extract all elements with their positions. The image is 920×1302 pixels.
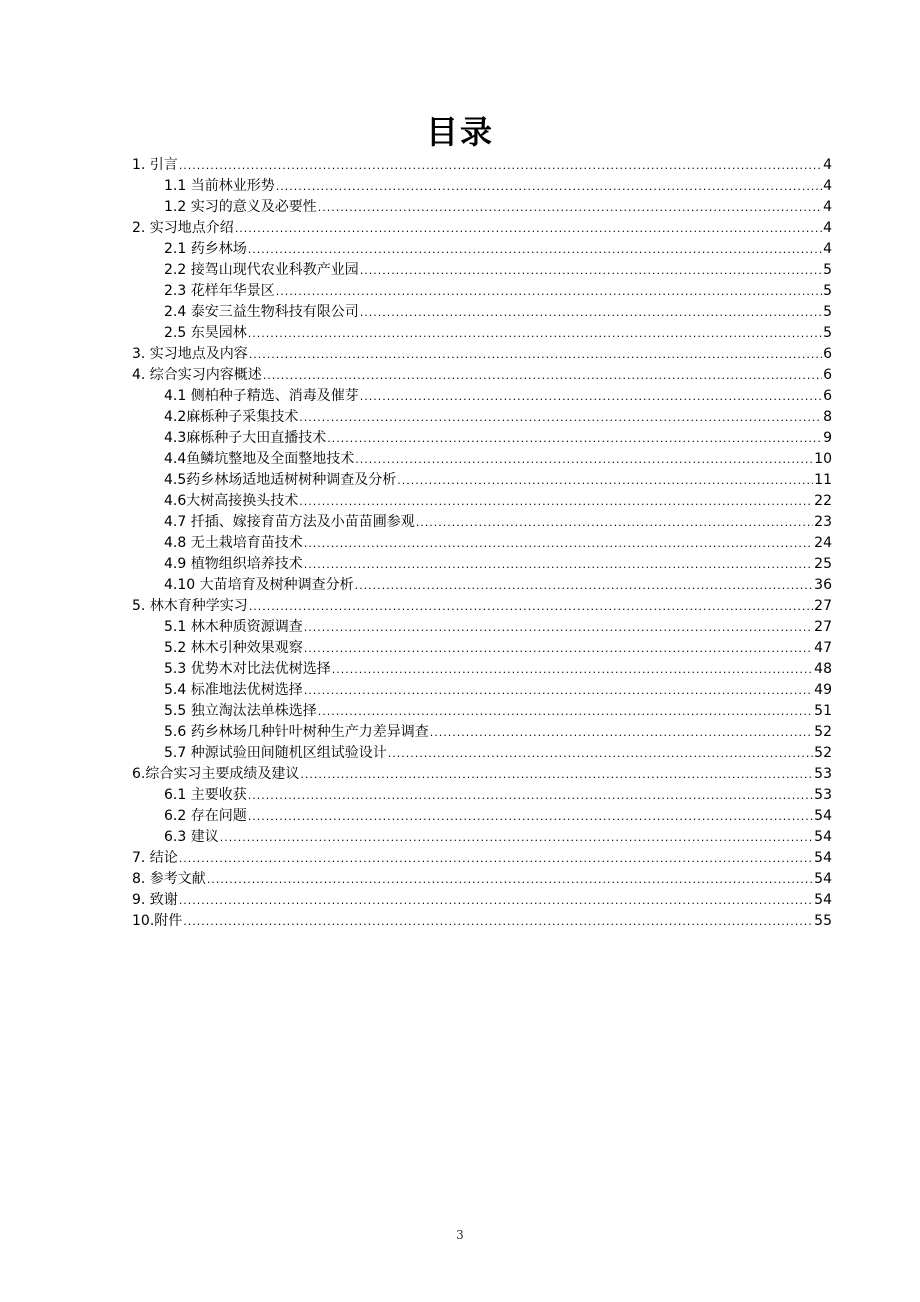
toc-entry-page: 36	[814, 577, 832, 593]
toc-entry[interactable]	[132, 701, 832, 722]
toc-entry-title: 4.3麻栎种子大田直播技术	[164, 430, 327, 446]
toc-entry-page: 11	[814, 472, 832, 488]
toc-entry-title: 6.综合实习主要成绩及建议	[132, 766, 300, 782]
toc-entry[interactable]	[132, 176, 832, 197]
toc-entry[interactable]	[132, 764, 832, 785]
toc-entry-title: 2. 实习地点介绍	[132, 220, 234, 236]
toc-dot-leader	[360, 260, 822, 281]
toc-entry[interactable]	[132, 554, 832, 575]
toc-dot-leader	[416, 512, 813, 533]
toc-entry-title: 6.3 建议	[164, 829, 219, 845]
toc-dot-leader	[249, 596, 813, 617]
toc-entry[interactable]	[132, 218, 832, 239]
toc-entry-page: 5	[823, 325, 832, 341]
toc-entry-page: 6	[823, 346, 832, 362]
toc-entry-title: 6.1 主要收获	[164, 787, 247, 803]
toc-entry-page: 55	[814, 913, 832, 929]
toc-dot-leader	[304, 680, 813, 701]
toc-entry-page: 52	[814, 724, 832, 740]
toc-dot-leader	[179, 890, 813, 911]
toc-dot-leader	[332, 659, 813, 680]
toc-dot-leader	[388, 743, 813, 764]
toc-entry-title: 3. 实习地点及内容	[132, 346, 248, 362]
toc-entry-page: 4	[823, 157, 832, 173]
toc-entry-title: 4.5药乡林场适地适树树种调查及分析	[164, 472, 397, 488]
toc-entry-title: 2.3 花样年华景区	[164, 283, 275, 299]
toc-dot-leader	[276, 281, 822, 302]
toc-entry-title: 1.1 当前林业形势	[164, 178, 275, 194]
toc-entry[interactable]	[132, 512, 832, 533]
toc-entry-title: 7. 结论	[132, 850, 178, 866]
toc-entry-title: 9. 致谢	[132, 892, 178, 908]
toc-entry-title: 5.7 种源试验田间随机区组试验设计	[164, 745, 387, 761]
page-title: 目录	[425, 113, 494, 151]
toc-entry-title: 4.4鱼鳞坑整地及全面整地技术	[164, 451, 355, 467]
toc-entry-title: 5.6 药乡林场几种针叶树种生产力差异调查	[164, 724, 429, 740]
toc-entry[interactable]	[132, 155, 832, 176]
toc-entry[interactable]	[132, 596, 832, 617]
toc-dot-leader	[304, 533, 813, 554]
toc-entry-title: 4.7 扦插、嫁接育苗方法及小苗苗圃参观	[164, 514, 415, 530]
toc-entry-page: 6	[823, 388, 832, 404]
toc-entry[interactable]	[132, 869, 832, 890]
toc-entry[interactable]	[132, 911, 832, 932]
toc-entry-page: 27	[814, 619, 832, 635]
toc-entry-title: 6.2 存在问题	[164, 808, 247, 824]
toc-entry-page: 54	[814, 829, 832, 845]
toc-dot-leader	[300, 764, 813, 785]
toc-entry-page: 4	[823, 199, 832, 215]
toc-dot-leader	[360, 302, 822, 323]
toc-entry[interactable]	[132, 827, 832, 848]
toc-entry-page: 25	[814, 556, 832, 572]
toc-entry[interactable]	[132, 659, 832, 680]
toc-entry-page: 49	[814, 682, 832, 698]
toc-entry-title: 5.4 标准地法优树选择	[164, 682, 303, 698]
toc-entry[interactable]	[132, 449, 832, 470]
toc-entry-page: 51	[814, 703, 832, 719]
toc-entry-title: 2.2 接驾山现代农业科教产业园	[164, 262, 359, 278]
toc-entry[interactable]	[132, 344, 832, 365]
toc-entry[interactable]	[132, 260, 832, 281]
toc-dot-leader	[220, 827, 813, 848]
toc-entry[interactable]	[132, 890, 832, 911]
toc-entry-title: 5.3 优势木对比法优树选择	[164, 661, 331, 677]
toc-entry-title: 1. 引言	[132, 157, 178, 173]
toc-entry[interactable]	[132, 617, 832, 638]
toc-entry[interactable]	[132, 323, 832, 344]
toc-dot-leader	[207, 869, 813, 890]
toc-entry-title: 4.10 大苗培育及树种调查分析	[164, 577, 354, 593]
toc-entry[interactable]	[132, 302, 832, 323]
toc-dot-leader	[304, 638, 813, 659]
toc-entry[interactable]	[132, 806, 832, 827]
toc-dot-leader	[397, 470, 813, 491]
toc-entry-title: 5. 林木育种学实习	[132, 598, 248, 614]
toc-entry-page: 5	[823, 304, 832, 320]
toc-entry-page: 48	[814, 661, 832, 677]
toc-dot-leader	[263, 365, 822, 386]
toc-entry[interactable]	[132, 470, 832, 491]
table-of-contents	[132, 155, 832, 932]
toc-entry[interactable]	[132, 491, 832, 512]
toc-dot-leader	[430, 722, 813, 743]
toc-entry[interactable]	[132, 848, 832, 869]
toc-entry-title: 4.6大树高接换头技术	[164, 493, 299, 509]
toc-entry[interactable]	[132, 743, 832, 764]
toc-dot-leader	[248, 806, 813, 827]
toc-entry-page: 4	[823, 178, 832, 194]
toc-dot-leader	[179, 155, 822, 176]
toc-entry[interactable]	[132, 638, 832, 659]
toc-dot-leader	[304, 554, 813, 575]
toc-dot-leader	[299, 491, 813, 512]
toc-entry-page: 4	[823, 220, 832, 236]
toc-dot-leader	[355, 449, 813, 470]
toc-entry-title: 4.2麻栎种子采集技术	[164, 409, 299, 425]
page-number: 3	[456, 1228, 464, 1242]
toc-dot-leader	[318, 197, 822, 218]
toc-entry-title: 5.5 独立淘汰法单株选择	[164, 703, 317, 719]
toc-dot-leader	[249, 344, 822, 365]
toc-entry-page: 52	[814, 745, 832, 761]
toc-entry-page: 4	[823, 241, 832, 257]
toc-entry[interactable]	[132, 428, 832, 449]
toc-dot-leader	[299, 407, 822, 428]
toc-dot-leader	[248, 785, 813, 806]
toc-entry-page: 5	[823, 262, 832, 278]
toc-dot-leader	[304, 617, 813, 638]
toc-entry-title: 2.4 泰安三益生物科技有限公司	[164, 304, 359, 320]
toc-entry[interactable]	[132, 239, 832, 260]
toc-dot-leader	[248, 239, 822, 260]
toc-entry-page: 54	[814, 850, 832, 866]
toc-dot-leader	[327, 428, 822, 449]
toc-entry[interactable]	[132, 365, 832, 386]
toc-entry-page: 22	[814, 493, 832, 509]
toc-entry[interactable]	[132, 785, 832, 806]
toc-entry-title: 10.附件	[132, 913, 183, 929]
toc-entry-page: 54	[814, 892, 832, 908]
toc-entry[interactable]	[132, 680, 832, 701]
toc-dot-leader	[235, 218, 822, 239]
toc-dot-leader	[276, 176, 822, 197]
toc-entry-title: 5.2 林木引种效果观察	[164, 640, 303, 656]
toc-entry[interactable]	[132, 197, 832, 218]
toc-entry-title: 2.5 东昊园林	[164, 325, 247, 341]
toc-entry[interactable]	[132, 386, 832, 407]
toc-entry-page: 23	[814, 514, 832, 530]
toc-entry-title: 8. 参考文献	[132, 871, 206, 887]
toc-entry[interactable]	[132, 533, 832, 554]
toc-dot-leader	[183, 911, 813, 932]
toc-entry-page: 53	[814, 766, 832, 782]
toc-entry-page: 27	[814, 598, 832, 614]
toc-dot-leader	[360, 386, 822, 407]
toc-entry-title: 4.9 植物组织培养技术	[164, 556, 303, 572]
toc-entry-page: 5	[823, 283, 832, 299]
toc-entry-title: 4. 综合实习内容概述	[132, 367, 262, 383]
toc-dot-leader	[248, 323, 822, 344]
toc-dot-leader	[318, 701, 813, 722]
toc-entry-title: 1.2 实习的意义及必要性	[164, 199, 317, 215]
toc-entry-page: 54	[814, 808, 832, 824]
toc-entry-page: 10	[814, 451, 832, 467]
toc-entry-page: 6	[823, 367, 832, 383]
toc-entry[interactable]	[132, 407, 832, 428]
toc-entry-page: 53	[814, 787, 832, 803]
toc-entry-title: 4.8 无土栽培育苗技术	[164, 535, 303, 551]
toc-entry-page: 8	[823, 409, 832, 425]
toc-dot-leader	[179, 848, 813, 869]
toc-entry-page: 47	[814, 640, 832, 656]
toc-entry[interactable]	[132, 281, 832, 302]
toc-entry[interactable]	[132, 722, 832, 743]
toc-entry-title: 5.1 林木种质资源调查	[164, 619, 303, 635]
toc-entry-title: 2.1 药乡林场	[164, 241, 247, 257]
toc-dot-leader	[355, 575, 814, 596]
toc-entry-title: 4.1 侧柏种子精选、消毒及催芽	[164, 388, 359, 404]
toc-entry[interactable]	[132, 575, 832, 596]
toc-entry-page: 24	[814, 535, 832, 551]
toc-entry-page: 54	[814, 871, 832, 887]
toc-entry-page: 9	[823, 430, 832, 446]
